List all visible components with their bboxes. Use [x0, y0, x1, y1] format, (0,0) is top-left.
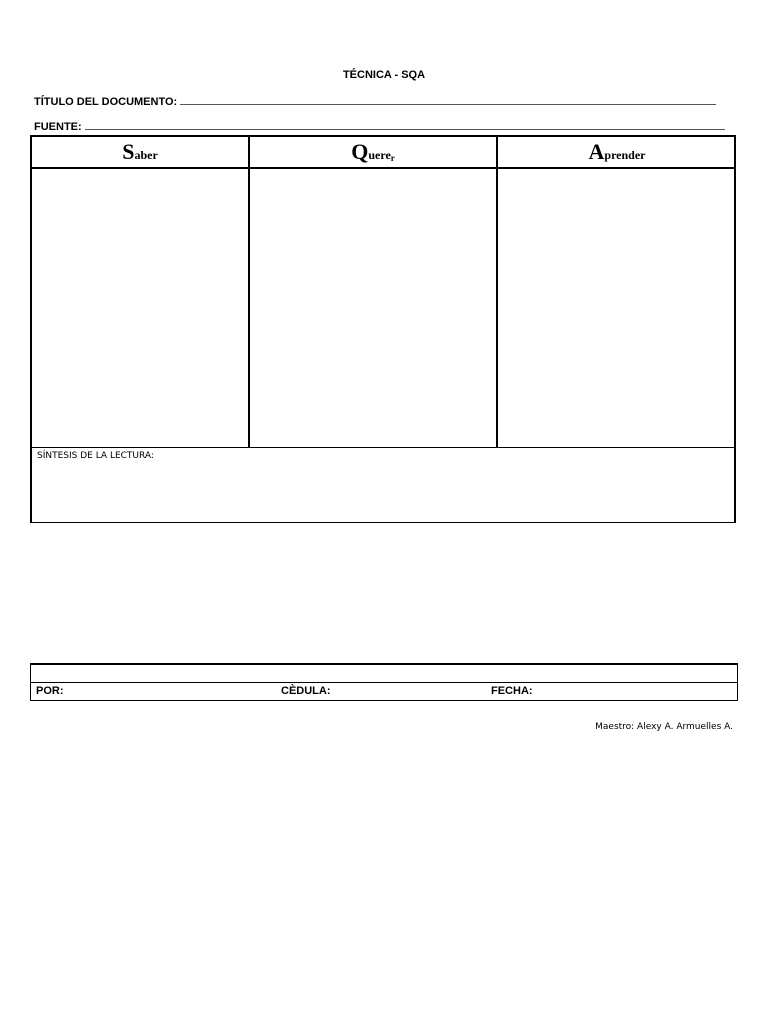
footer-table	[30, 663, 738, 701]
column-aprender	[498, 137, 736, 447]
column-saber	[32, 137, 250, 447]
header-initial: A	[588, 139, 605, 164]
fuente-label: FUENTE:	[34, 121, 82, 133]
sqa-table	[30, 135, 736, 523]
fecha-label: FECHA:	[491, 685, 533, 697]
column-header-aprender	[498, 137, 736, 169]
por-label: POR:	[36, 685, 64, 697]
sintesis-section	[32, 447, 736, 461]
fuente-blank-line	[85, 120, 725, 130]
column-header-querer	[250, 137, 496, 169]
header-initial: S	[122, 139, 135, 164]
footer-divider	[31, 682, 737, 683]
document-title: TÉCNICA - SQA	[342, 69, 426, 81]
header-subscript: r	[390, 153, 395, 163]
header-rest: aber	[134, 148, 158, 162]
column-querer	[250, 137, 498, 447]
maestro-credit: Maestro: Alexy A. Armuelles A.	[595, 722, 733, 732]
sintesis-label: SÍNTESIS DE LA LECTURA:	[37, 451, 154, 461]
header-rest: uere	[368, 148, 391, 162]
cedula-label: CÈDULA:	[281, 685, 331, 697]
titulo-blank-line	[180, 95, 716, 105]
titulo-label: TÍTULO DEL DOCUMENTO:	[34, 96, 178, 108]
header-rest: prender	[604, 148, 646, 162]
header-initial: Q	[351, 139, 369, 164]
titulo-field	[34, 95, 716, 108]
column-header-saber	[32, 137, 248, 169]
fuente-field	[34, 120, 725, 133]
